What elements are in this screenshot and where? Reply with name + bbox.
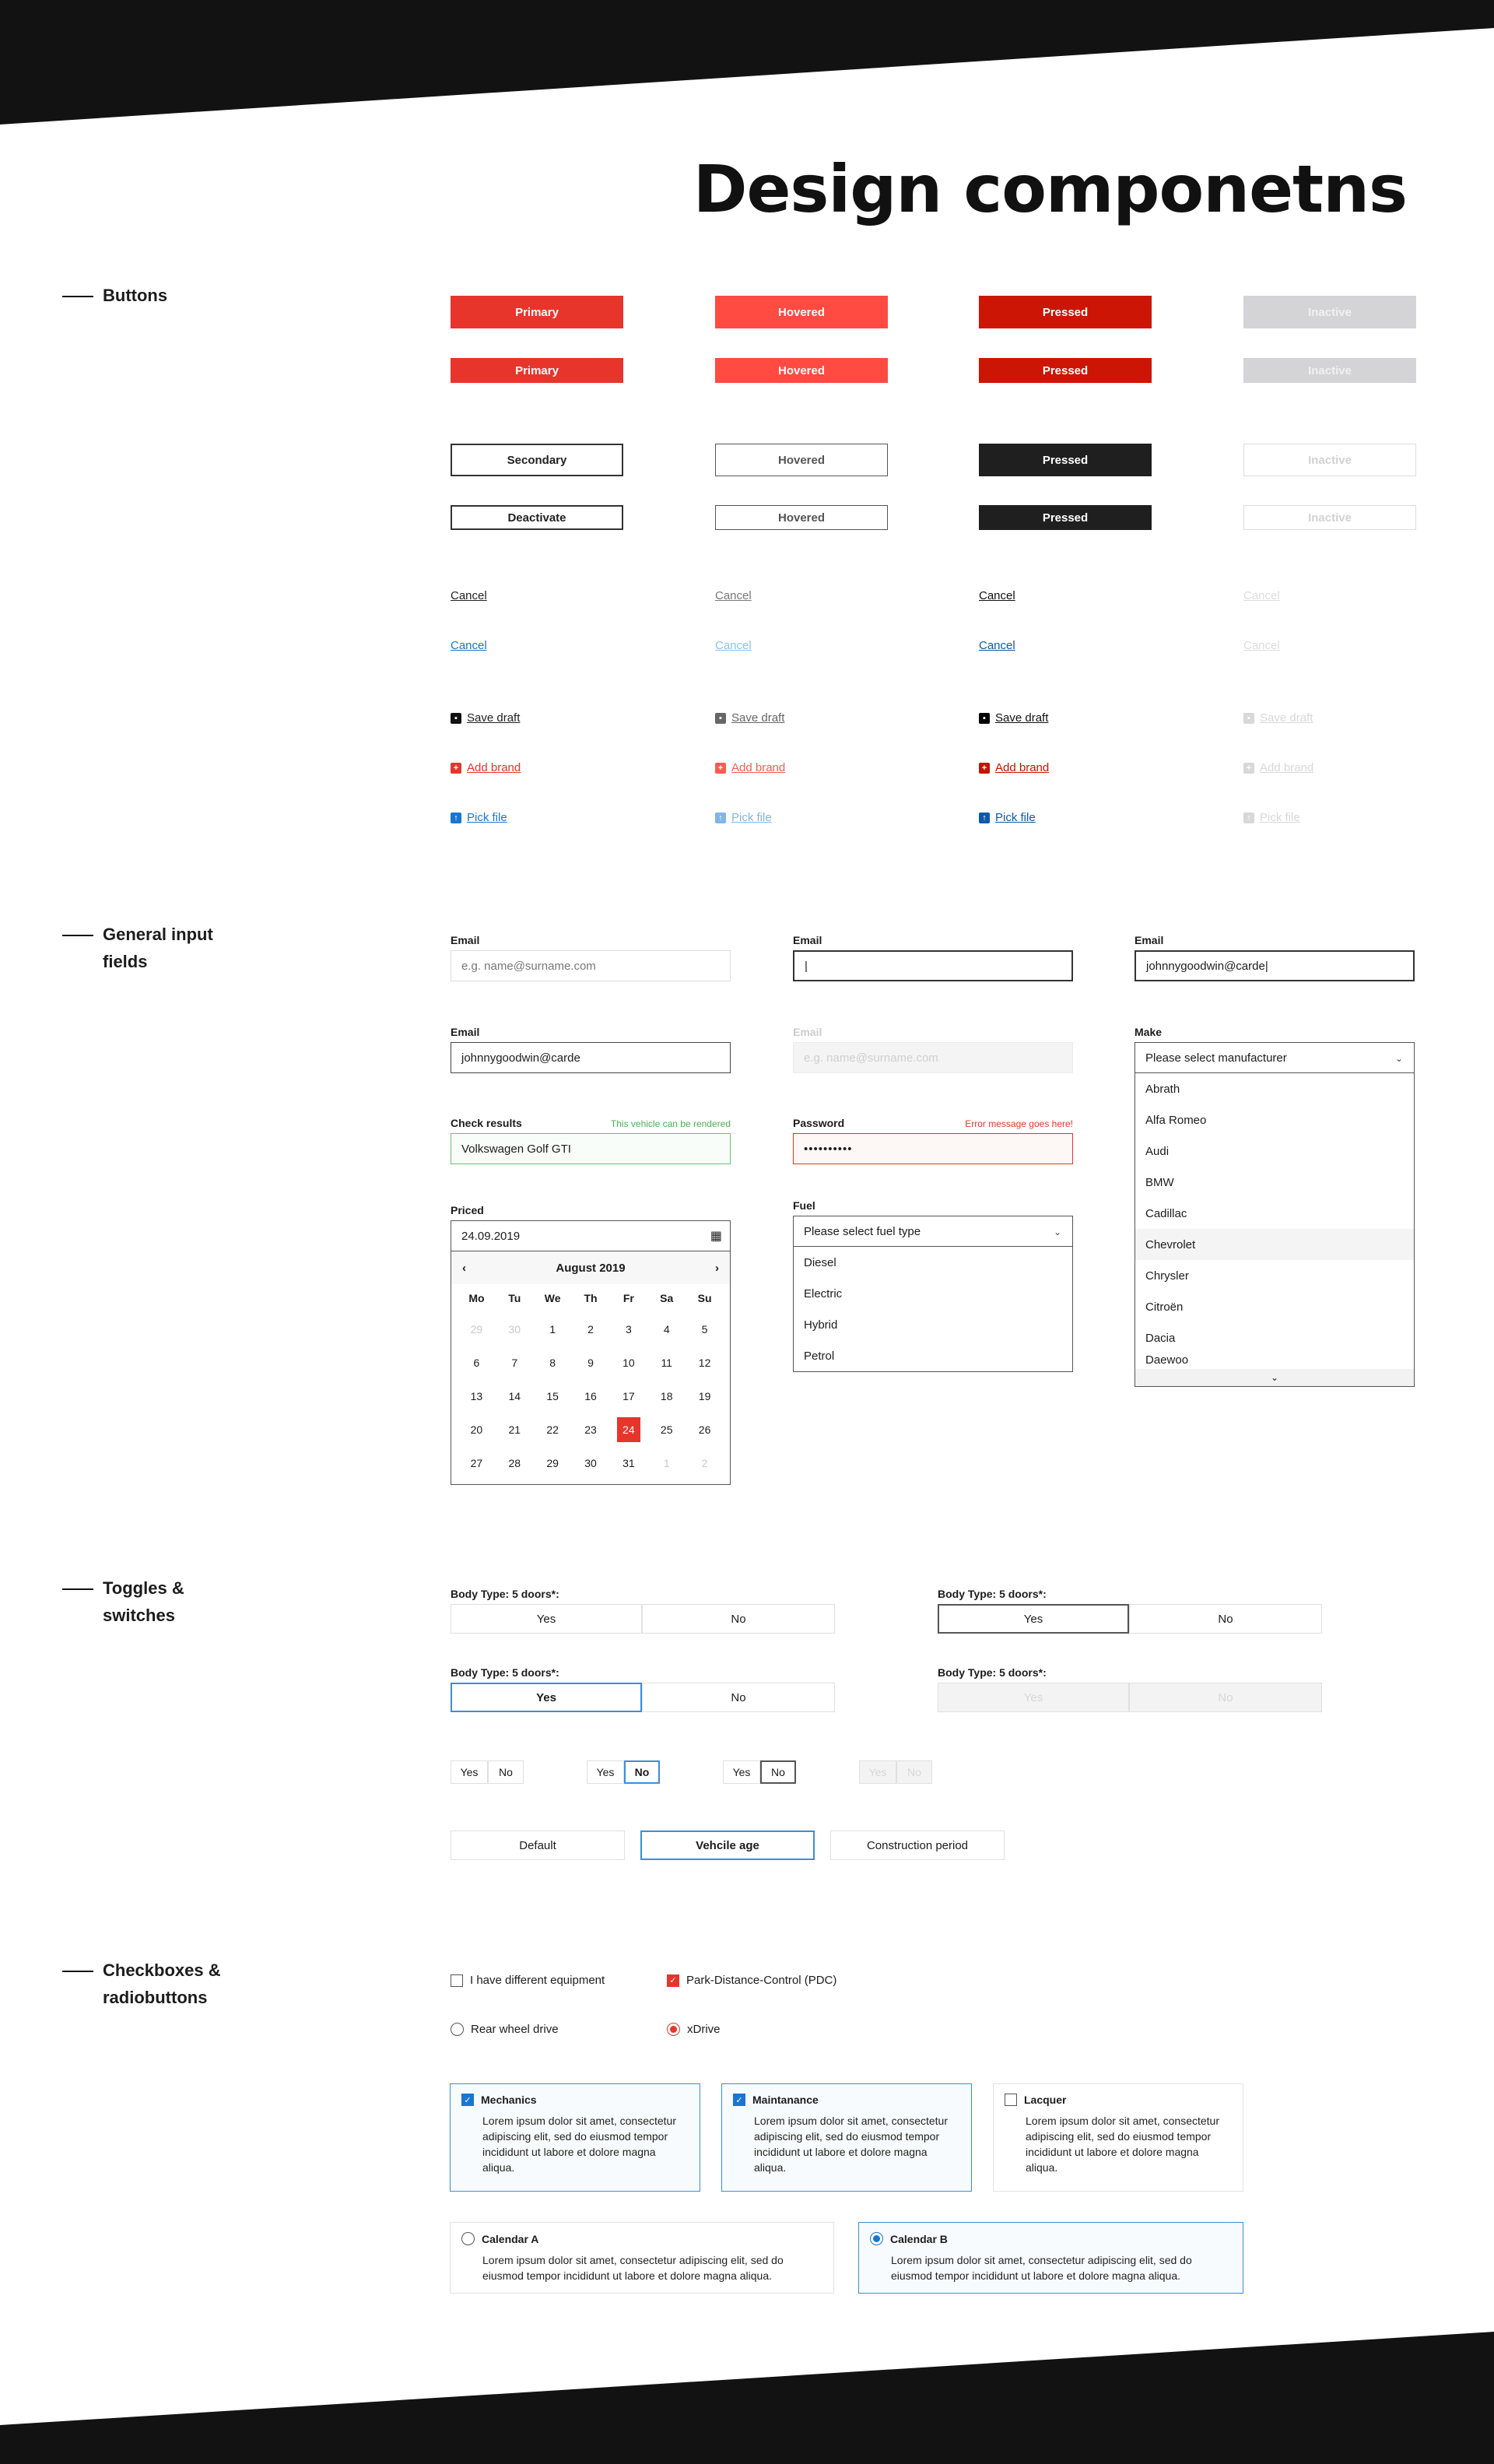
tab-default[interactable]: Default (451, 1830, 625, 1860)
email-label-disabled: Email (793, 1026, 822, 1038)
toggle-yes: Yes (859, 1760, 896, 1784)
body-type-toggle-selected (451, 1683, 835, 1712)
primary-button[interactable]: Primary (451, 296, 623, 328)
body-type-toggle-pressed (938, 1604, 1322, 1634)
tab-construction-period[interactable]: Construction period (830, 1830, 1005, 1860)
checkbox-pdc[interactable] (667, 1974, 836, 1987)
weekday-label: Sa (660, 1292, 674, 1304)
fuel-option[interactable]: Diesel (804, 1255, 836, 1269)
make-select[interactable] (1135, 1042, 1415, 1073)
calendar-day[interactable]: 13 (470, 1389, 483, 1402)
check-icon[interactable]: ✓ (667, 1974, 679, 1987)
body-type-label: Body Type: 5 doors*: (938, 1666, 1047, 1679)
deactivate-button-inactive: Inactive (1243, 505, 1416, 530)
body-type-label: Body Type: 5 doors*: (451, 1588, 559, 1600)
checkbox-label: Park-Distance-Control (PDC) (686, 1974, 837, 1987)
radio-checked[interactable] (667, 2023, 680, 2036)
calendar-day[interactable]: 29 (470, 1322, 483, 1336)
calendar-day[interactable]: 22 (546, 1423, 559, 1436)
save-draft-label: Save draft (731, 711, 785, 725)
make-option[interactable]: Dacia (1145, 1331, 1176, 1345)
chevron-down-icon: ⌄ (1394, 1053, 1403, 1064)
toggle-yes: Yes (938, 1683, 1129, 1712)
priced-label: Priced (451, 1204, 484, 1216)
email-field-focused[interactable]: | (793, 950, 1073, 981)
tab-vehicle-age[interactable]: Vehcile age (640, 1830, 815, 1860)
body-type-label: Body Type: 5 doors*: (451, 1666, 559, 1679)
weekday-label: Fr (622, 1292, 634, 1304)
deactivate-button-pressed[interactable]: Pressed (979, 505, 1152, 530)
section-title-toggles: Toggles & switches (103, 1578, 184, 1625)
save-draft-link-pressed[interactable] (979, 711, 1048, 725)
make-option[interactable]: Daewoo (1145, 1353, 1189, 1367)
option-card-maintanance[interactable] (721, 2083, 972, 2192)
pick-file-label: Pick file (731, 811, 772, 824)
checkbox-unchecked[interactable] (451, 1974, 463, 1987)
make-option[interactable]: Chrysler (1145, 1269, 1189, 1283)
deactivate-button[interactable]: Deactivate (451, 505, 623, 530)
calendar-day[interactable]: 29 (546, 1456, 559, 1469)
password-field[interactable]: •••••••••• (793, 1133, 1073, 1164)
card-title: Calendar A (482, 2232, 539, 2245)
calendar-day[interactable]: 1 (549, 1322, 556, 1336)
calendar-day[interactable]: 9 (587, 1356, 594, 1369)
weekday-label: Tu (508, 1292, 521, 1304)
body-type-label: Body Type: 5 doors*: (938, 1588, 1047, 1600)
fuel-option[interactable]: Electric (804, 1286, 843, 1300)
card-body: Lorem ipsum dolor sit amet, consectetur adipiscing elit, sed do eiusmod tempor incididunt ut labore et dolore magna aliqua. (482, 2254, 784, 2282)
radio-checked[interactable] (870, 2232, 883, 2245)
calendar-day[interactable]: 21 (508, 1423, 521, 1436)
primary-button-small-hovered[interactable]: Hovered (715, 358, 888, 383)
radio-label: Rear wheel drive (471, 2023, 559, 2036)
toggle-yes[interactable]: Yes (723, 1760, 760, 1784)
calendar-day[interactable]: 1 (663, 1456, 670, 1469)
save-draft-link[interactable] (451, 711, 520, 725)
calendar-day[interactable]: 11 (661, 1356, 672, 1369)
option-card-mechanics[interactable] (450, 2083, 700, 2192)
toggle-yes[interactable]: Yes (938, 1604, 1129, 1634)
toggle-no[interactable]: No (642, 1604, 835, 1634)
primary-button-hovered[interactable]: Hovered (715, 296, 888, 328)
make-select-value: Please select manufacturer (1145, 1051, 1287, 1065)
email-field-disabled: e.g. name@surname.com (793, 1042, 1073, 1073)
add-brand-label: Add brand (467, 761, 521, 774)
body-type-toggle-disabled (938, 1683, 1322, 1712)
calendar-day[interactable]: 20 (470, 1423, 483, 1436)
card-title: Calendar B (890, 2232, 948, 2245)
toggle-yes[interactable]: Yes (451, 1683, 642, 1712)
calendar-icon[interactable]: ▦ (710, 1230, 722, 1243)
calendar-day[interactable]: 14 (508, 1389, 521, 1402)
date-picker-month: August 2019 (556, 1261, 626, 1275)
make-option[interactable]: Audi (1145, 1144, 1170, 1158)
small-toggle-disabled (859, 1760, 932, 1784)
calendar-day[interactable]: 31 (622, 1456, 635, 1469)
calendar-day[interactable]: 4 (663, 1322, 670, 1336)
page-title: Design componetns (693, 151, 1407, 227)
primary-button-inactive: Inactive (1243, 296, 1416, 328)
fuel-option[interactable]: Petrol (804, 1349, 835, 1363)
fuel-select[interactable] (793, 1216, 1073, 1247)
plus-square-icon: + (715, 763, 726, 774)
save-draft-label: Save draft (1260, 711, 1313, 725)
email-field-typing[interactable]: johnnygoodwin@carde| (1135, 950, 1415, 981)
add-brand-label: Add brand (731, 761, 786, 774)
card-title: Mechanics (481, 2094, 537, 2106)
calendar-day[interactable]: 17 (622, 1389, 635, 1402)
primary-button-small[interactable]: Primary (451, 358, 623, 383)
cancel-link[interactable]: Cancel (451, 589, 487, 602)
fuel-select-value: Please select fuel type (804, 1224, 921, 1238)
option-card-lacquer[interactable] (993, 2083, 1243, 2192)
chevron-left-icon[interactable]: ‹ (462, 1261, 466, 1275)
pick-file-link-pressed[interactable] (979, 811, 1036, 824)
cancel-link-blue-inactive: Cancel (1243, 639, 1280, 652)
card-body: Lorem ipsum dolor sit amet, consectetur adipiscing elit, sed do eiusmod tempor incididunt ut labore et dolore magna aliqua. (1026, 2115, 1219, 2174)
calendar-day[interactable]: 25 (660, 1423, 673, 1436)
date-picker-grid (451, 1284, 730, 1484)
check-icon[interactable]: ✓ (461, 2094, 474, 2106)
secondary-button-pressed[interactable]: Pressed (979, 444, 1152, 476)
upload-file-icon: ↑ (1243, 813, 1254, 823)
cancel-link-pressed[interactable]: Cancel (979, 589, 1015, 602)
toggle-no[interactable]: No (624, 1760, 660, 1784)
cancel-link-hovered[interactable]: Cancel (715, 589, 752, 602)
fuel-label: Fuel (793, 1199, 815, 1212)
section-divider (62, 296, 93, 297)
radio-card-calendar-b[interactable] (858, 2222, 1243, 2294)
calendar-day[interactable]: 28 (508, 1456, 521, 1469)
card-title: Maintanance (752, 2094, 819, 2106)
toggle-yes[interactable]: Yes (451, 1760, 488, 1784)
card-body: Lorem ipsum dolor sit amet, consectetur adipiscing elit, sed do eiusmod tempor incididunt ut labore et dolore magna aliqua. (754, 2115, 948, 2174)
make-option[interactable]: Citroën (1145, 1300, 1184, 1314)
plus-square-icon: + (451, 763, 461, 774)
fuel-option[interactable]: Hybrid (804, 1318, 838, 1332)
toggle-no: No (1129, 1683, 1322, 1712)
radio-label: xDrive (687, 2023, 721, 2036)
radio-card-calendar-a[interactable] (450, 2222, 834, 2294)
pick-file-link[interactable] (451, 811, 507, 824)
section-title-buttons: Buttons (103, 286, 168, 305)
small-toggle-selected (587, 1760, 660, 1784)
checkbox-different-equipment[interactable] (451, 1974, 605, 1987)
primary-button-small-inactive: Inactive (1243, 358, 1416, 383)
add-brand-label: Add brand (1260, 761, 1314, 774)
toggle-no: No (896, 1760, 932, 1784)
secondary-button[interactable]: Secondary (451, 444, 623, 476)
password-label: Password (793, 1117, 845, 1129)
small-toggle (451, 1760, 524, 1784)
calendar-day[interactable]: 2 (701, 1456, 708, 1469)
email-label: Email (451, 934, 480, 946)
primary-button-pressed[interactable]: Pressed (979, 296, 1152, 328)
toggle-no[interactable]: No (760, 1760, 796, 1784)
radio-rear-wheel[interactable] (451, 2023, 559, 2036)
floppy-disk-icon: ▪ (451, 713, 461, 724)
secondary-button-inactive: Inactive (1243, 444, 1416, 476)
section-divider (62, 1588, 93, 1590)
add-brand-link-pressed[interactable] (979, 761, 1049, 774)
make-option[interactable]: BMW (1145, 1175, 1174, 1189)
chevron-down-icon: ⌄ (1053, 1227, 1061, 1237)
date-picker-header (451, 1251, 730, 1284)
radio-unchecked[interactable] (461, 2232, 475, 2245)
checkbox-unchecked[interactable] (1005, 2094, 1017, 2106)
scroll-down-icon[interactable]: ⌄ (1135, 1369, 1414, 1386)
filter-tabs (451, 1830, 1005, 1860)
save-draft-link-hovered[interactable] (715, 711, 784, 725)
check-results-hint: This vehicle can be rendered (610, 1118, 731, 1129)
add-brand-link[interactable] (451, 761, 521, 774)
pick-file-link-inactive (1243, 811, 1300, 824)
date-picker (451, 1251, 731, 1485)
calendar-day-selected[interactable] (609, 1413, 647, 1446)
weekday-label: Su (697, 1292, 712, 1304)
radio-unchecked[interactable] (451, 2023, 464, 2036)
priced-date-field[interactable] (451, 1220, 731, 1251)
card-body: Lorem ipsum dolor sit amet, consectetur adipiscing elit, sed do eiusmod tempor incididunt ut labore et dolore magna aliqua. (482, 2115, 676, 2174)
password-error: Error message goes here! (965, 1118, 1073, 1129)
cancel-link-inactive: Cancel (1243, 589, 1280, 602)
fuel-dropdown-list (793, 1247, 1073, 1372)
make-option[interactable]: Alfa Romeo (1145, 1113, 1207, 1127)
calendar-day[interactable]: 30 (584, 1456, 597, 1469)
section-title-checkboxes: Checkboxes & radiobuttons (103, 1960, 221, 2007)
make-label: Make (1135, 1026, 1163, 1038)
floppy-disk-icon: ▪ (715, 713, 726, 724)
toggle-no[interactable]: No (1129, 1604, 1322, 1634)
cancel-link-blue-hovered[interactable]: Cancel (715, 639, 752, 652)
calendar-day[interactable]: 19 (698, 1389, 711, 1402)
email-field-filled[interactable]: johnnygoodwin@carde (451, 1042, 731, 1073)
make-option[interactable]: Abrath (1145, 1082, 1180, 1096)
floppy-disk-icon: ▪ (979, 713, 990, 724)
calendar-day[interactable]: 30 (508, 1322, 521, 1336)
upload-file-icon: ↑ (451, 813, 461, 823)
calendar-day[interactable]: 2 (587, 1322, 594, 1336)
toggle-yes[interactable]: Yes (587, 1760, 624, 1784)
upload-file-icon: ↑ (715, 813, 726, 823)
calendar-day[interactable]: 16 (584, 1389, 597, 1402)
add-brand-link-hovered[interactable] (715, 761, 785, 774)
section-title-inputs: General input fields (103, 925, 213, 971)
card-body: Lorem ipsum dolor sit amet, consectetur adipiscing elit, sed do eiusmod tempor incididunt ut labore et dolore magna aliqua. (891, 2254, 1192, 2282)
email-label: Email (1135, 934, 1164, 946)
calendar-day[interactable]: 5 (701, 1322, 708, 1336)
card-title: Lacquer (1024, 2094, 1067, 2106)
calendar-day[interactable]: 10 (622, 1356, 635, 1369)
small-toggle-pressed (723, 1760, 796, 1784)
top-band (0, 0, 1494, 132)
check-results-label: Check results (451, 1117, 522, 1129)
make-dropdown-list (1135, 1073, 1415, 1387)
calendar-day[interactable]: 12 (698, 1356, 711, 1369)
calendar-day[interactable]: 8 (549, 1356, 556, 1369)
bottom-band (0, 2332, 1494, 2464)
calendar-day[interactable]: 18 (660, 1389, 673, 1402)
toggle-no[interactable]: No (488, 1760, 524, 1784)
toggle-no[interactable]: No (642, 1683, 835, 1712)
calendar-day[interactable]: 15 (546, 1389, 559, 1402)
calendar-day[interactable]: 27 (470, 1456, 483, 1469)
check-icon[interactable]: ✓ (733, 2094, 745, 2106)
primary-button-small-pressed[interactable]: Pressed (979, 358, 1152, 383)
calendar-day[interactable]: 6 (473, 1356, 480, 1369)
upload-file-icon: ↑ (979, 813, 990, 823)
plus-square-icon: + (1243, 763, 1254, 774)
plus-square-icon: + (979, 763, 990, 774)
pick-file-label: Pick file (467, 811, 507, 824)
pick-file-label: Pick file (995, 811, 1036, 824)
weekday-label: Mo (468, 1292, 485, 1304)
checkbox-label: I have different equipment (470, 1974, 605, 1987)
radio-xdrive[interactable] (667, 2023, 721, 2036)
deactivate-button-hovered[interactable]: Hovered (715, 505, 888, 530)
pick-file-label: Pick file (1260, 811, 1300, 824)
email-label: Email (793, 934, 822, 946)
body-type-toggle (451, 1604, 835, 1634)
calendar-day[interactable]: 3 (625, 1322, 632, 1336)
weekday-label: We (544, 1292, 561, 1304)
make-option-highlighted[interactable]: Chevrolet (1135, 1229, 1414, 1260)
cancel-link-blue[interactable]: Cancel (451, 639, 487, 652)
save-draft-label: Save draft (467, 711, 521, 725)
calendar-day-label: 24 (617, 1417, 640, 1442)
save-draft-link-inactive (1243, 711, 1313, 725)
cancel-link-blue-pressed[interactable]: Cancel (979, 639, 1015, 652)
floppy-disk-icon: ▪ (1243, 713, 1254, 724)
weekday-label: Th (584, 1292, 598, 1304)
email-label: Email (451, 1026, 480, 1038)
add-brand-link-inactive (1243, 761, 1313, 774)
chevron-right-icon[interactable]: › (714, 1261, 719, 1275)
pick-file-link-hovered[interactable] (715, 811, 772, 824)
email-field-empty[interactable]: e.g. name@surname.com (451, 950, 731, 981)
save-draft-label: Save draft (995, 711, 1049, 725)
calendar-day[interactable]: 7 (511, 1356, 518, 1369)
calendar-day[interactable]: 26 (698, 1423, 711, 1436)
toggle-yes[interactable]: Yes (451, 1604, 642, 1634)
add-brand-label: Add brand (995, 761, 1050, 774)
secondary-button-hovered[interactable]: Hovered (715, 444, 888, 476)
check-results-field[interactable]: Volkswagen Golf GTI (451, 1133, 731, 1164)
priced-date-value: 24.09.2019 (461, 1229, 521, 1243)
section-divider (62, 1971, 93, 1972)
calendar-day[interactable]: 23 (584, 1423, 597, 1436)
section-divider (62, 935, 93, 936)
make-option[interactable]: Cadillac (1145, 1206, 1187, 1220)
